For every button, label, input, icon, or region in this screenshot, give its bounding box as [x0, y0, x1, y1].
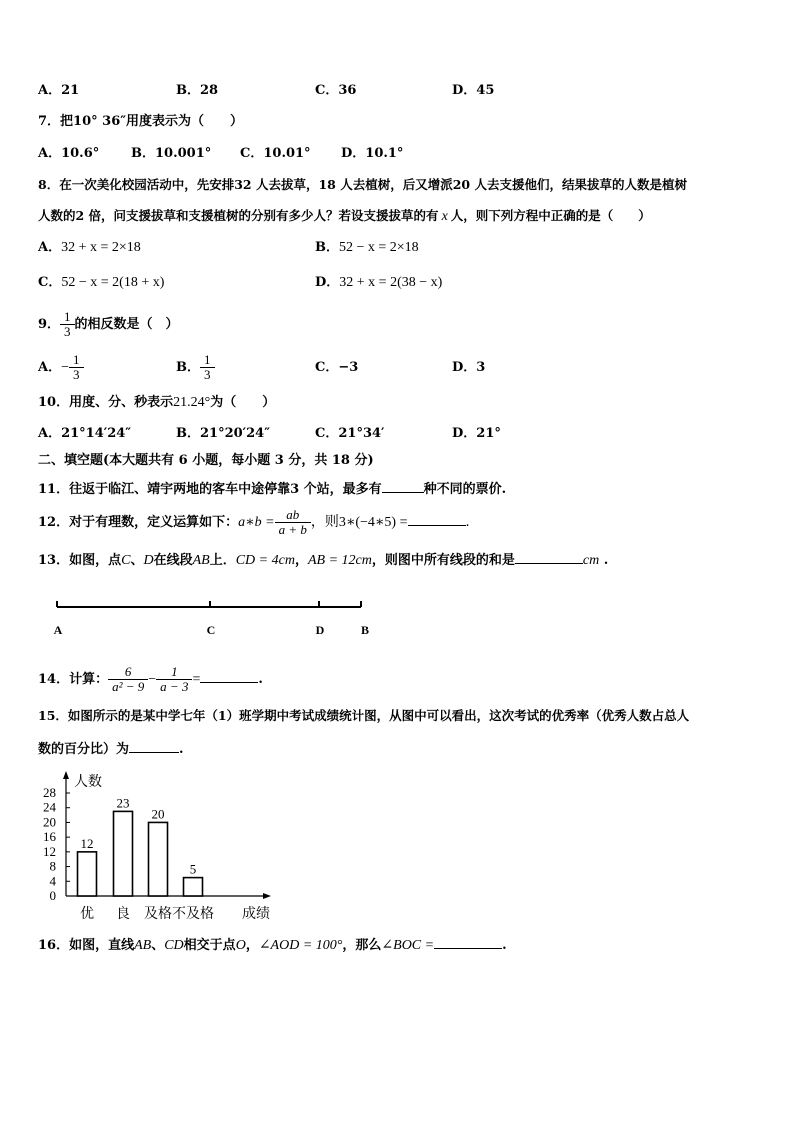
q16-pre: 16．如图，直线 [38, 938, 135, 953]
q7-option-d: D．10.1° [341, 146, 404, 161]
q13-post: . [599, 553, 609, 568]
q9-number: 9． [38, 317, 61, 332]
q8-d-expr: 32 + x = 2(38 − x) [339, 275, 443, 290]
q16-line-ab: AB [134, 938, 152, 953]
q14-f1-denominator: a² − 9 [112, 679, 145, 694]
q14-f2-denominator: a − 3 [160, 679, 189, 694]
q9-a-label: A． [38, 360, 62, 375]
q10-stem [38, 395, 275, 411]
q7-option-a: A．10.6° [38, 146, 100, 161]
x-axis-label: 成绩 [242, 907, 270, 922]
q12-numerator: ab [286, 507, 300, 522]
q13-answer-blank[interactable] [515, 551, 583, 564]
segment-figure [40, 595, 380, 645]
q13-pre: 13．如图，点 [38, 553, 122, 568]
bar-value-label: 12 [80, 835, 94, 851]
y-tick-label: 12 [43, 843, 56, 859]
q7-stem: 7．把10° 36″用度表示为（ ） [38, 114, 244, 129]
x-axis-arrow [263, 893, 271, 899]
q9-frac-numerator: 1 [64, 309, 71, 324]
bar [114, 811, 133, 896]
q13-mid2: 上． [209, 553, 236, 568]
q9-a-fraction [71, 353, 82, 382]
q9-a-sign: − [61, 360, 69, 375]
bar-value-label: 23 [116, 795, 130, 811]
q6-option-b: B．28 [176, 83, 219, 98]
y-tick-label: 20 [43, 814, 56, 830]
bar [149, 822, 168, 896]
q14 [38, 661, 263, 699]
q13-unit: cm [582, 553, 600, 568]
q13-mid1: 在线段 [153, 553, 193, 568]
q8-c-expr: 52 − x = 2(18 + x) [61, 275, 165, 290]
q8-option-d [315, 275, 442, 291]
y-axis-label: 人数 [74, 775, 102, 790]
q13-mid3: ，则图中所有线段的和是 [371, 553, 515, 568]
q14-fraction-1 [110, 665, 146, 694]
q9-b-numerator: 1 [204, 352, 211, 367]
category-label: 及格 [144, 907, 172, 922]
q8-a-label: A． [38, 240, 62, 255]
label-d: D [315, 623, 325, 637]
q14-f1-numerator: 6 [124, 664, 132, 679]
q14-equals: = [192, 672, 201, 687]
q10-option-b: B．21°20′24″ [176, 426, 270, 441]
q16-sep: 、 [151, 938, 165, 953]
q11-answer-blank[interactable] [382, 480, 424, 493]
q8-option-a [38, 240, 141, 256]
q14-answer-blank[interactable] [200, 670, 258, 683]
q9-frac-denominator: 3 [64, 324, 71, 339]
q9-option-c: C．−3 [315, 360, 359, 375]
q13-ab-eq: AB = 12cm [307, 553, 372, 568]
q6-option-d: D．45 [452, 83, 495, 98]
q13 [38, 551, 608, 569]
section-title: 二、填空题(本大题共有 6 小题，每小题 3 分，共 18 分) [38, 453, 374, 468]
q8-var-x: x [441, 209, 448, 224]
q11-pre: 11．往返于临江、靖宇两地的客车中途停靠3 个站，最多有 [38, 482, 382, 497]
q16-angle-aod: ∠AOD = 100° [258, 938, 343, 953]
q10-stem-post: 为（ ） [210, 395, 276, 410]
q9-stem-text: 的相反数是（ ） [74, 317, 179, 332]
q11 [38, 480, 506, 498]
q14-f2-numerator: 1 [171, 664, 178, 679]
q9-a-numerator: 1 [73, 352, 80, 367]
q10-option-d: D．21° [452, 426, 501, 441]
q16-mid3: ，那么 [342, 938, 382, 953]
q8-option-b [315, 240, 419, 256]
q16-post: . [502, 938, 507, 953]
category-label: 良 [116, 907, 130, 922]
q8-line2-post: 人，则下列方程中正确的是（ ） [450, 208, 651, 223]
q16-mid1: 相交于点 [183, 938, 236, 953]
q9-a-denominator: 3 [73, 367, 80, 382]
q8-line1: 8．在一次美化校园活动中，先安排32 人去拔草，18 人去植树，后又增派20 人去支援他们，结果拔草的人数是植树 [38, 177, 687, 192]
bar-value-label: 5 [189, 861, 197, 877]
q9-fraction [62, 310, 73, 339]
q6-option-c: C．36 [315, 83, 357, 98]
y-tick-label: 16 [43, 829, 56, 845]
q8-line2 [38, 208, 651, 225]
q13-point-d: D [143, 553, 154, 568]
q7-option-c: C．10.01° [240, 146, 311, 161]
y-tick-label: 8 [49, 858, 56, 874]
q12-answer-blank[interactable] [408, 513, 466, 526]
q14-post: . [258, 672, 263, 687]
q12-denominator: a + b [278, 522, 307, 537]
q6-option-a: A．21 [38, 83, 80, 98]
q8-b-expr: 52 − x = 2×18 [339, 240, 419, 255]
q13-sep2: ， [294, 553, 308, 568]
category-label: 不及格 [172, 907, 214, 922]
q8-d-label: D． [315, 275, 340, 290]
q16 [38, 936, 507, 954]
q15-line2 [38, 740, 184, 758]
q14-fraction-2 [158, 665, 190, 694]
q8-c-label: C． [38, 275, 62, 290]
q9-b-label: B． [176, 360, 200, 375]
label-b: B [360, 623, 370, 637]
q7-option-b: B．10.001° [131, 146, 212, 161]
q12-pre: 12．对于有理数，定义运算如下： [38, 515, 239, 530]
y-tick-label: 24 [43, 799, 56, 815]
y-axis-arrow [63, 771, 69, 779]
q10-option-c: C．21°34′ [315, 426, 385, 441]
y-tick-label: 0 [49, 888, 56, 903]
q8-a-expr: 32 + x = 2×18 [61, 240, 141, 255]
q16-point-o: O [235, 938, 246, 953]
q10-stem-pre: 10．用度、分、秒表示 [38, 395, 174, 410]
q12 [38, 504, 470, 542]
q8-line2-pre: 人数的2 倍，问支援拔草和支援植树的分别有多少人？若设支援拔草的有 [38, 208, 439, 223]
q8-option-c [38, 275, 164, 291]
y-tick-label: 4 [49, 873, 56, 889]
q15-line2-pre: 数的百分比）为 [38, 742, 130, 757]
q10-option-a: A．21°14′24″ [38, 426, 132, 441]
q13-point-c: C [121, 553, 131, 568]
label-a: A [53, 623, 63, 637]
q9-stem [38, 306, 179, 344]
q12-lhs: a∗b = [238, 515, 275, 530]
q13-cd-eq: CD = 4cm [235, 553, 295, 568]
q16-mid2: ， [245, 938, 259, 953]
y-tick-label: 28 [43, 785, 56, 800]
label-c: C [206, 623, 216, 637]
q16-line-cd: CD [164, 938, 184, 953]
bar-value-label: 20 [151, 806, 165, 822]
q9-option-b [176, 349, 215, 387]
q8-b-label: B． [315, 240, 339, 255]
score-bar-chart [30, 768, 280, 928]
category-label: 优 [80, 907, 94, 922]
q14-pre: 14．计算： [38, 672, 109, 687]
q13-sep1: 、 [130, 553, 144, 568]
q15-line2-post: . [179, 742, 184, 757]
q14-minus: − [148, 672, 157, 687]
q10-value: 21.24° [173, 395, 211, 410]
q9-option-a [38, 349, 84, 387]
q15-line1: 15．如图所示的是某中学七年（1）班学期中考试成绩统计图，从图中可以看出，这次考试的优秀率（优秀人数占总人 [38, 708, 690, 723]
bar [78, 852, 97, 896]
bar [184, 878, 203, 896]
q15-answer-blank[interactable] [129, 740, 179, 753]
q11-post: 种不同的票价. [423, 482, 507, 497]
q12-post: . [465, 515, 470, 530]
q16-angle-boc: ∠BOC = [381, 938, 435, 953]
q12-fraction [277, 508, 309, 537]
q9-b-denominator: 3 [204, 367, 211, 382]
q16-answer-blank[interactable] [434, 936, 502, 949]
q9-b-fraction [202, 353, 213, 382]
q12-mid: ，则3∗(−4∗5) = [310, 515, 408, 530]
q13-segment-ab: AB [192, 553, 210, 568]
q9-option-d: D．3 [452, 360, 486, 375]
